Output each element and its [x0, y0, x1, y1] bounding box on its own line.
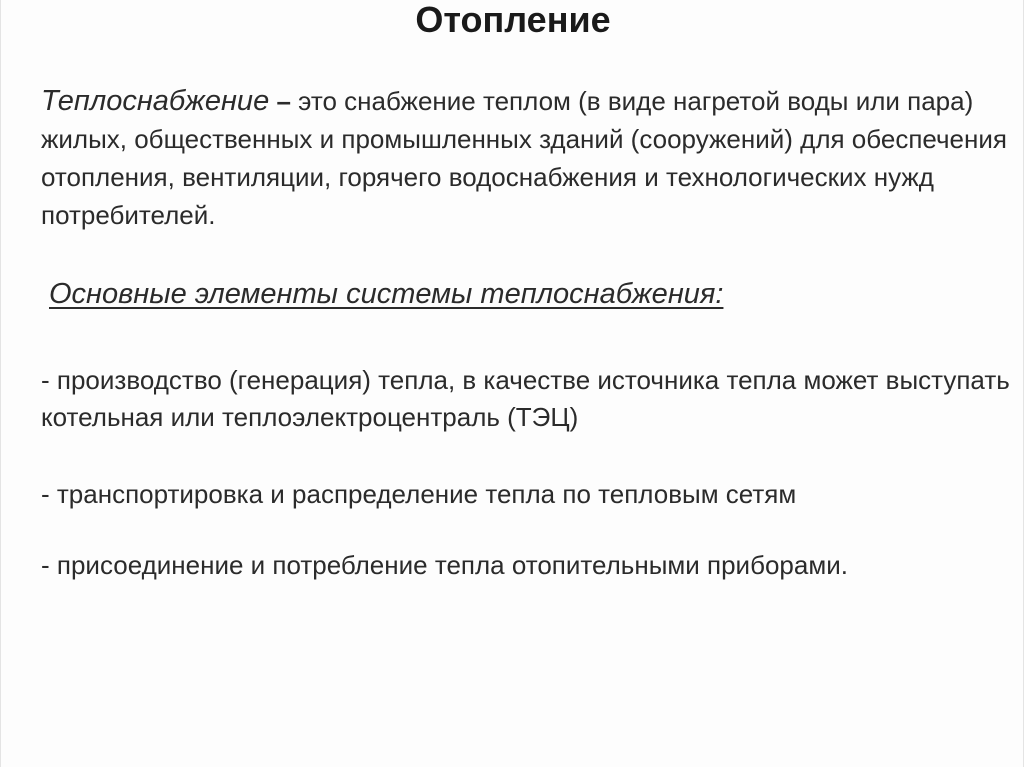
list-item-consumption: - присоединение и потребление тепла отопительными приборами.: [41, 550, 848, 580]
definition-dash: –: [276, 86, 291, 116]
definition-paragraph: [41, 82, 1013, 234]
list-item-transport: - транспортировка и распределение тепла по тепловым сетям: [41, 479, 797, 509]
definition-term: Теплоснабжение: [41, 85, 270, 117]
elements-subheading: Основные элементы системы теплоснабжения:: [49, 278, 724, 310]
definition-text: это снабжение теплом (в виде нагретой воды или пара) жилых, общественных и промышленных зданий (сооружений) для обеспечения отопления, вентиляции, горячего водоснабжения и технологических нужд потребителей.: [41, 86, 1007, 230]
list-item-production: - производство (генерация) тепла, в качестве источника тепла может выступать котельная или теплоэлектроцентраль (ТЭЦ): [41, 365, 1010, 432]
slide-title: Отопление: [415, 0, 611, 40]
